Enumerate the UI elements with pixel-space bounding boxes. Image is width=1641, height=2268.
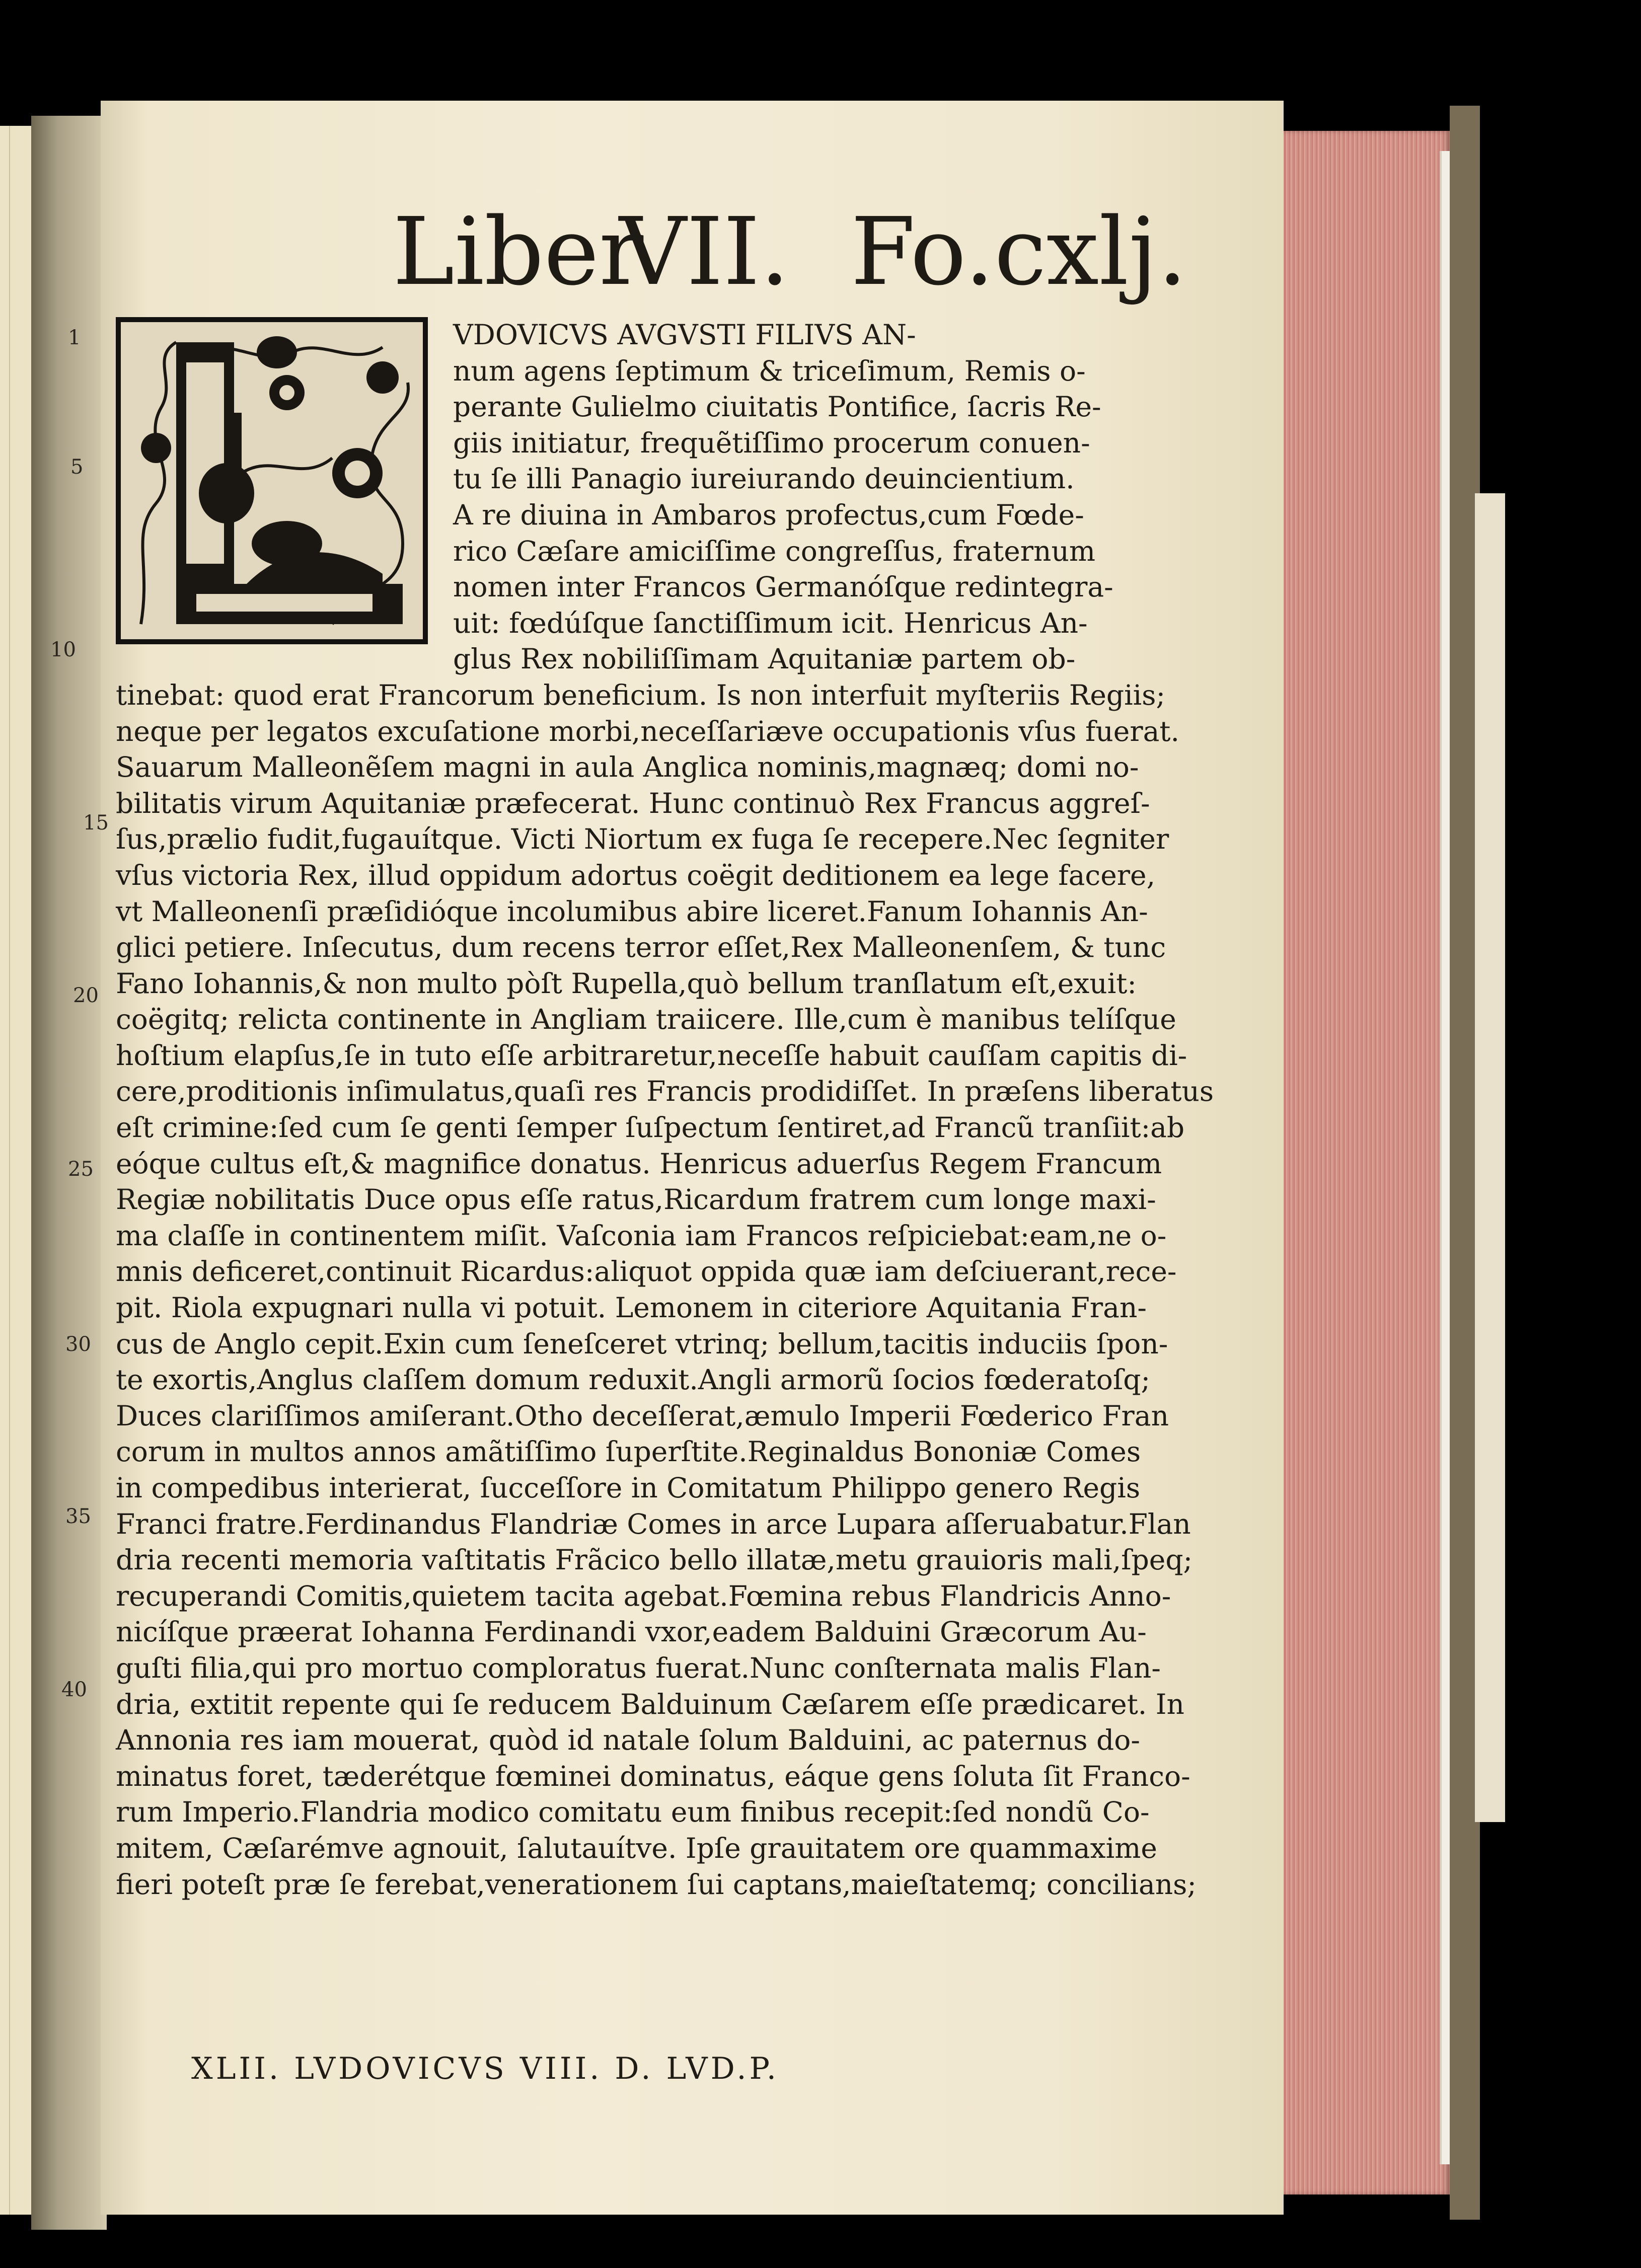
running-header bbox=[393, 189, 1187, 315]
text-line: nicíſque præerat Iohanna Ferdinandi vxor,eadem Balduini Græcorum Au- bbox=[116, 1616, 1147, 1648]
line-number-35: 35 bbox=[65, 1505, 91, 1528]
text-line: tu ſe illi Panagio iureiurando deuincientium. bbox=[453, 463, 1075, 495]
text-line: mitem, Cæſarémve agnouit, ſalutauítve. Ipſe grauitatem ore quammaxime bbox=[116, 1832, 1157, 1864]
text-line: rico Cæſare amiciſſime congreſſus, fraternum bbox=[453, 535, 1096, 567]
text-line: rum Imperio.Flandria modico comitatu eum finibus recepit:ſed nondũ Co- bbox=[116, 1796, 1150, 1829]
line-number-20: 20 bbox=[73, 984, 99, 1007]
line-number-15: 15 bbox=[83, 811, 109, 835]
text-line: te exortis,Anglus claſſem domum reduxit.Angli armorũ ſocios fœderatoſq; bbox=[116, 1364, 1150, 1396]
body-text bbox=[116, 317, 1214, 1903]
page-block-edge bbox=[1284, 131, 1450, 2195]
book-cover-tab bbox=[1475, 493, 1505, 1822]
text-line: cere,proditionis inſimulatus,quaſi res Francis prodidiſſet. In præſens liberatus bbox=[116, 1075, 1214, 1108]
text-line: mnis deficeret,continuit Ricardus:aliquot oppida quæ iam deſciuerant,rece- bbox=[116, 1255, 1177, 1288]
text-line: uit: fœdúſque ſanctiſſimum icit. Henricus An- bbox=[453, 607, 1088, 639]
line-number-10: 10 bbox=[50, 638, 76, 661]
text-line: cus de Anglo cepit.Exin cum ſeneſceret vtrinq; bellum,tacitis induciis ſpon- bbox=[116, 1327, 1168, 1360]
text-line: Sauarum Malleonẽſem magni in aula Anglica nominis,magnæq; domi no- bbox=[116, 751, 1139, 784]
text-line: glus Rex nobiliſſimam Aquitaniæ partem ob- bbox=[453, 643, 1076, 675]
text-line: coëgitq; relicta continente in Angliam traiicere. Ille,cum è manibus telíſque bbox=[116, 1003, 1176, 1036]
line-number-1: 1 bbox=[68, 326, 81, 349]
text-line: Fano Iohannis,& non multo pòſt Rupella,quò bellum tranſlatum eſt,exuit: bbox=[116, 967, 1137, 1000]
text-line: neque per legatos excuſatione morbi,neceſſariæve occupationis vſus fuerat. bbox=[116, 715, 1179, 747]
text-line: vt Malleonenſi præſidióque incolumibus abire liceret.Fanum Iohannis An- bbox=[116, 895, 1148, 928]
text-line: dria recenti memoria vaſtitatis Frãcico bello illatæ,metu grauioris mali,ſpeq; bbox=[116, 1544, 1193, 1576]
signature-line: XLII. LVDOVICVS VIII. D. LVD.P. bbox=[191, 2051, 779, 2086]
text-line: bilitatis virum Aquitaniæ præfecerat. Hunc continuò Rex Francus aggreſ- bbox=[116, 787, 1150, 819]
header-folio: Fo.cxlj. bbox=[851, 197, 1187, 306]
text-line: giis initiatur, frequẽtiſſimo procerum conuen- bbox=[453, 426, 1090, 459]
header-book: VII. bbox=[619, 197, 790, 306]
text-line: eóque cultus eſt,& magnifice donatus. Henricus aduerſus Regem Francum bbox=[116, 1147, 1162, 1180]
text-line: Annonia res iam mouerat, quòd id natale ſolum Balduini, ac paternus do- bbox=[116, 1724, 1140, 1757]
text-line: corum in multos annos amãtiſſimo ſuperſtite.Reginaldus Bononiæ Comes bbox=[116, 1435, 1141, 1468]
line-number-25: 25 bbox=[68, 1158, 94, 1181]
text-line: fieri poteſt præ ſe ferebat,venerationem ſui captans,maieſtatemq; concilians; bbox=[116, 1868, 1197, 1901]
text-line: recuperandi Comitis,quietem tacita agebat.Fœmina rebus Flandricis Anno- bbox=[116, 1579, 1171, 1612]
text-line: ma claſſe in continentem miſit. Vaſconia iam Francos reſpiciebat:eam,ne o- bbox=[116, 1219, 1167, 1252]
text-line: guſti filia,qui pro mortuo comploratus fuerat.Nunc conſternata malis Flan- bbox=[116, 1651, 1161, 1684]
text-line: VDOVICVS AVGVSTI FILIVS AN- bbox=[453, 319, 916, 351]
left-page-edge bbox=[0, 126, 33, 2215]
text-line: A re diuina in Ambaros profectus,cum Fœde- bbox=[453, 498, 1084, 531]
text-line: ſus,prælio fudit,fugauítque. Victi Niortum ex fuga ſe recepere.Nec ſegniter bbox=[116, 823, 1169, 856]
text-line: Duces clariſſimos amiſerant.Otho deceſſerat,æmulo Imperii Fœderico Fran bbox=[116, 1399, 1169, 1432]
text-line: eſt crimine:ſed cum ſe genti ſemper ſuſpectum ſentiret,ad Francũ tranſiit:ab bbox=[116, 1111, 1185, 1144]
line-number-40: 40 bbox=[61, 1678, 87, 1701]
text-line: tinebat: quod erat Francorum beneficium. Is non interfuit myſteriis Regiis; bbox=[116, 678, 1166, 711]
header-liber: Liber bbox=[393, 197, 644, 306]
text-line: perante Gulielmo ciuitatis Pontifice, ſacris Re- bbox=[453, 391, 1101, 423]
text-line: vſus victoria Rex, illud oppidum adortus coëgit deditionem ea lege facere, bbox=[116, 859, 1156, 891]
text-line: in compedibus interierat, ſucceſſore in Comitatum Philippo genero Regis bbox=[116, 1472, 1141, 1504]
text-line: nomen inter Francos Germanóſque redintegra- bbox=[453, 571, 1113, 603]
text-line: glici petiere. Inſecutus, dum recens terror eſſet,Rex Malleonenſem, & tunc bbox=[116, 931, 1166, 964]
text-line: pit. Riola expugnari nulla vi potuit. Lemonem in citeriore Aquitania Fran- bbox=[116, 1292, 1147, 1324]
text-line: Regiæ nobilitatis Duce opus eſſe ratus,Ricardum fratrem cum longe maxi- bbox=[116, 1183, 1156, 1216]
text-line: Franci fratre.Ferdinandus Flandriæ Comes in arce Lupara aſſeruabatur.Flan bbox=[116, 1507, 1191, 1540]
text-line: dria, extitit repente qui ſe reducem Balduinum Cæſarem eſſe prædicaret. In bbox=[116, 1688, 1184, 1720]
text-line: hoſtium elapſus,ſe in tuto eſſe arbitraretur,neceſſe habuit cauſſam capitis di- bbox=[116, 1039, 1187, 1072]
text-line: num agens ſeptimum & triceſimum, Remis o- bbox=[453, 354, 1086, 387]
text-line: minatus foret, tæderétque fœminei dominatus, eáque gens ſoluta ſit Franco- bbox=[116, 1760, 1190, 1792]
line-number-5: 5 bbox=[70, 456, 84, 479]
line-number-30: 30 bbox=[65, 1333, 91, 1356]
